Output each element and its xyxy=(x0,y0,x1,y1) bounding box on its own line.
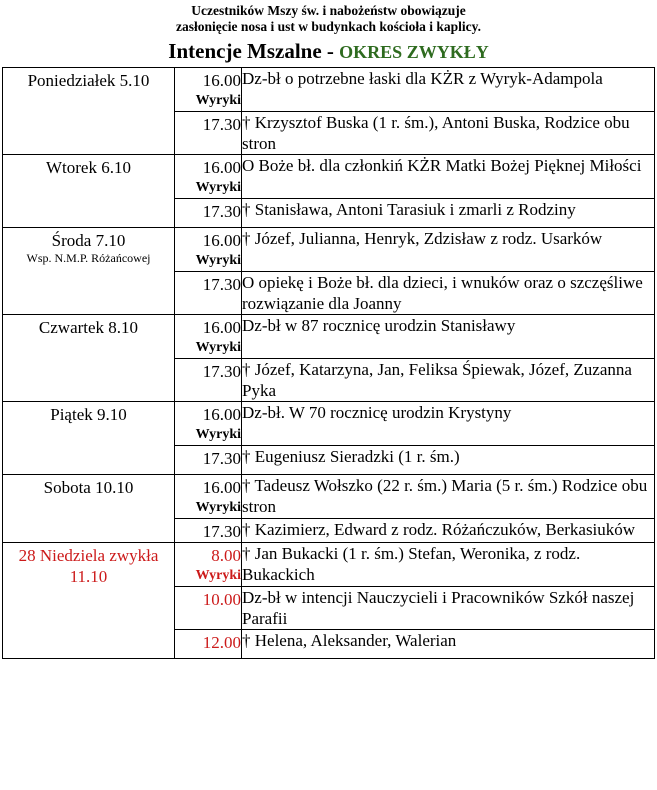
time-cell xyxy=(175,543,242,587)
mass-intentions-table xyxy=(2,67,655,659)
table-row xyxy=(3,402,655,446)
time-cell xyxy=(175,155,242,199)
mass-time: 17.30 xyxy=(202,362,241,381)
day-name: Czwartek 8.10 xyxy=(38,318,139,337)
time-cell xyxy=(175,519,242,543)
intention-cell: Dz-bł o potrzebne łaski dla KŻR z Wyryk-Adampola xyxy=(242,68,655,112)
covid-notice xyxy=(0,0,657,35)
day-cell xyxy=(3,315,175,402)
intention-cell: † Tadeusz Wołszko (22 r. śm.) Maria (5 r. śm.) Rodzice obu stron xyxy=(242,475,655,519)
intention-cell: † Krzysztof Buska (1 r. śm.), Antoni Buska, Rodzice obu stron xyxy=(242,112,655,155)
intention-cell: † Józef, Julianna, Henryk, Zdzisław z rodz. Usarków xyxy=(242,228,655,272)
day-name: Sobota 10.10 xyxy=(43,478,134,497)
mass-time: 16.00 xyxy=(202,318,241,337)
mass-place: Wyryki xyxy=(195,427,241,442)
mass-place: Wyryki xyxy=(195,253,241,268)
day-cell xyxy=(3,228,175,315)
mass-time: 17.30 xyxy=(202,275,241,294)
day-cell xyxy=(3,475,175,543)
time-cell xyxy=(175,199,242,228)
mass-place: Wyryki xyxy=(195,500,241,515)
time-cell xyxy=(175,68,242,112)
time-cell xyxy=(175,112,242,155)
mass-place: Wyryki xyxy=(195,93,241,108)
time-cell xyxy=(175,228,242,272)
feast-name: Wsp. N.M.P. Różańcowej xyxy=(26,251,151,265)
time-cell xyxy=(175,359,242,402)
title-text: Intencje Mszalne - xyxy=(168,39,334,63)
day-cell-sunday xyxy=(3,543,175,659)
mass-time: 17.30 xyxy=(202,522,241,541)
intention-cell: † Helena, Aleksander, Walerian xyxy=(242,630,655,659)
intention-cell: O opiekę i Boże bł. dla dzieci, i wnuków oraz o szczęśliwe rozwiązanie dla Joanny xyxy=(242,272,655,315)
mass-place: Wyryki xyxy=(195,180,241,195)
notice-line-2: zasłonięcie nosa i ust w budynkach kościoła i kaplicy. xyxy=(176,19,481,34)
day-cell xyxy=(3,155,175,228)
time-cell xyxy=(175,475,242,519)
intention-cell: † Eugeniusz Sieradzki (1 r. śm.) xyxy=(242,446,655,475)
intention-cell: Dz-bł w 87 rocznicę urodzin Stanisławy xyxy=(242,315,655,359)
mass-time: 17.30 xyxy=(202,449,241,468)
mass-time: 17.30 xyxy=(202,202,241,221)
time-cell xyxy=(175,587,242,630)
mass-time: 12.00 xyxy=(202,633,241,652)
table-row xyxy=(3,68,655,112)
notice-line-1: Uczestników Mszy św. i nabożeństw obowiązuje xyxy=(191,3,466,18)
table-row xyxy=(3,543,655,587)
intention-cell: Dz-bł w intencji Nauczycieli i Pracowników Szkół naszej Parafii xyxy=(242,587,655,630)
mass-time: 16.00 xyxy=(202,158,241,177)
day-name: Piątek 9.10 xyxy=(50,405,127,424)
table-row xyxy=(3,475,655,519)
intention-cell: O Boże bł. dla członkiń KŻR Matki Bożej Pięknej Miłości xyxy=(242,155,655,199)
intention-cell: † Jan Bukacki (1 r. śm.) Stefan, Weronika, z rodz. Bukackich xyxy=(242,543,655,587)
day-name: Poniedziałek 5.10 xyxy=(27,71,150,90)
intention-cell: † Stanisława, Antoni Tarasiuk i zmarli z Rodziny xyxy=(242,199,655,228)
time-cell xyxy=(175,630,242,659)
time-cell xyxy=(175,402,242,446)
mass-time: 8.00 xyxy=(211,546,241,565)
mass-time: 16.00 xyxy=(202,71,241,90)
table-row xyxy=(3,315,655,359)
intention-cell: Dz-bł. W 70 rocznicę urodzin Krystyny xyxy=(242,402,655,446)
mass-time: 17.30 xyxy=(202,115,241,134)
time-cell xyxy=(175,315,242,359)
mass-place: Wyryki xyxy=(195,568,241,583)
day-name: Wtorek 6.10 xyxy=(46,158,131,177)
table-row xyxy=(3,228,655,272)
day-name: Środa 7.10 xyxy=(51,231,126,250)
page-title xyxy=(0,38,657,65)
time-cell xyxy=(175,272,242,315)
day-name: 28 Niedziela zwykła 11.10 xyxy=(18,546,159,586)
day-cell xyxy=(3,402,175,475)
mass-time: 16.00 xyxy=(202,231,241,250)
mass-time: 16.00 xyxy=(202,478,241,497)
mass-place: Wyryki xyxy=(195,340,241,355)
intention-cell: † Józef, Katarzyna, Jan, Feliksa Śpiewak, Józef, Zuzanna Pyka xyxy=(242,359,655,402)
mass-time: 16.00 xyxy=(202,405,241,424)
time-cell xyxy=(175,446,242,475)
intention-cell: † Kazimierz, Edward z rodz. Różańczuków, Berkasiuków xyxy=(242,519,655,543)
mass-time: 10.00 xyxy=(202,590,241,609)
day-cell xyxy=(3,68,175,155)
table-row xyxy=(3,155,655,199)
liturgical-period: OKRES ZWYKŁY xyxy=(339,42,489,62)
